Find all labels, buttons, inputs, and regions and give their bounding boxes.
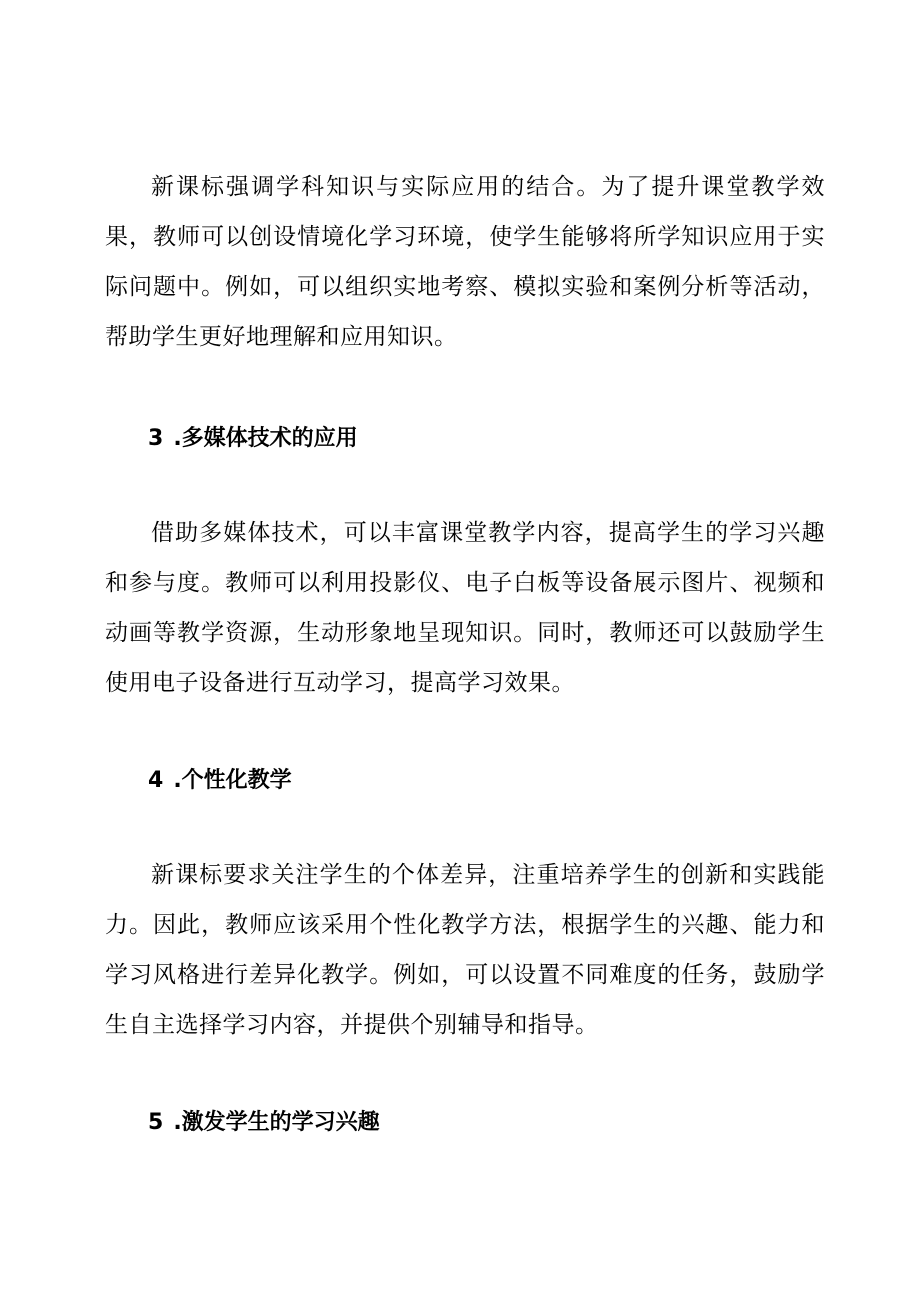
section-heading-5 — [148, 1108, 380, 1138]
section-number: 3 — [148, 426, 164, 451]
section-number: 5 — [148, 1110, 164, 1135]
section-title: .多媒体技术的应用 — [173, 426, 358, 451]
section-number: 4 — [148, 768, 164, 793]
paragraph-practical-application: 新课标强调学科知识与实际应用的结合。为了提升课堂教学效果，教师可以创设情境化学习环境，使学生能够将所学知识应用于实际问题中。例如，可以组织实地考察、模拟实验和案例分析等活动，帮助学生更好地理解和应用知识。 — [105, 174, 825, 350]
section-title: .激发学生的学习兴趣 — [173, 1110, 380, 1135]
paragraph-multimedia: 借助多媒体技术，可以丰富课堂教学内容，提高学生的学习兴趣和参与度。教师可以利用投影仪、电子白板等设备展示图片、视频和动画等教学资源，生动形象地呈现知识。同时，教师还可以鼓励学生使用电子设备进行互动学习，提高学习效果。 — [105, 520, 825, 696]
paragraph-personalized-teaching: 新课标要求关注学生的个体差异，注重培养学生的创新和实践能力。因此，教师应该采用个性化教学方法，根据学生的兴趣、能力和学习风格进行差异化教学。例如，可以设置不同难度的任务，鼓励学生自主选择学习内容，并提供个别辅导和指导。 — [105, 862, 825, 1038]
section-title: .个性化教学 — [173, 768, 292, 793]
section-heading-3 — [148, 424, 358, 454]
section-heading-4 — [148, 766, 292, 796]
